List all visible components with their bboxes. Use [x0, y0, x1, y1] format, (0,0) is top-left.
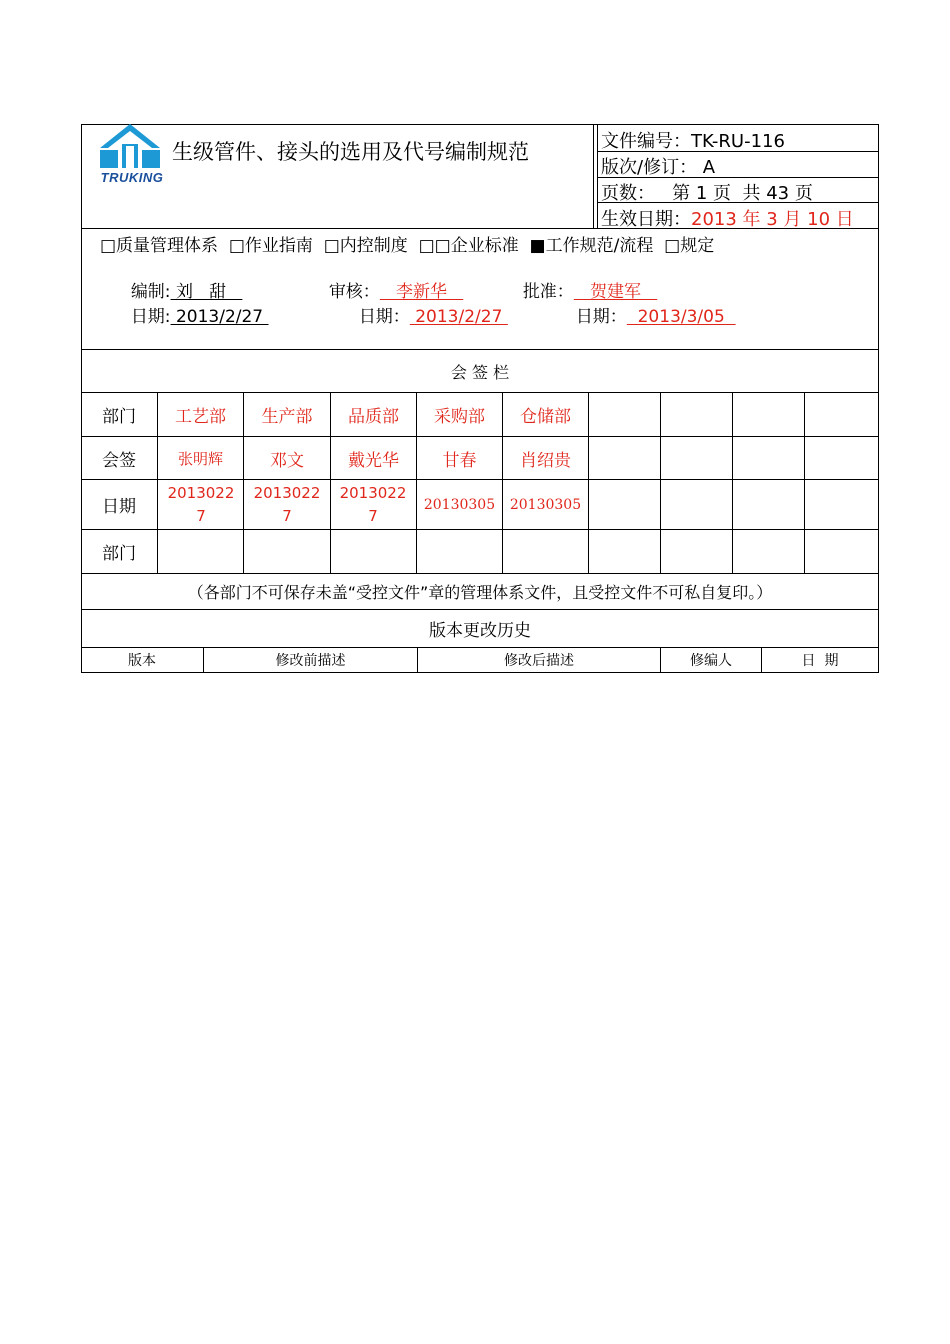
row-label-date: 日期 — [102, 497, 136, 517]
approve-value: 贺建军 — [573, 282, 658, 302]
date-cell: 20130227 — [167, 483, 235, 525]
company-logo — [86, 124, 178, 188]
signer-cell: 肖绍贵 — [520, 450, 571, 471]
signer-cell: 邓文 — [270, 450, 304, 471]
dept-cell: 采购部 — [434, 407, 485, 427]
header-divider-v — [593, 124, 594, 228]
signer-cell: 张明辉 — [177, 449, 223, 468]
approve-label: 批准： — [522, 282, 574, 302]
compiled-label: 编制: — [130, 282, 171, 302]
date-cell: 20130305 — [509, 496, 582, 513]
history-col-editor: 修编人 — [690, 653, 732, 669]
vline — [660, 392, 661, 573]
version: 版次/修订： A — [601, 157, 716, 178]
compiled-value: 刘 甜 — [170, 282, 243, 302]
date-cell: 20130227 — [253, 483, 321, 525]
signer-cell: 甘春 — [442, 450, 477, 471]
date3-label: 日期： — [575, 307, 627, 327]
approve-date — [565, 282, 736, 327]
dept-cell: 工艺部 — [175, 407, 226, 427]
vline — [804, 392, 805, 573]
row-label-dept2: 部门 — [102, 544, 136, 564]
dept-cell: 仓储部 — [520, 407, 571, 427]
date2-value: 2013/2/27 — [409, 307, 508, 327]
history-col-before: 修改前描述 — [275, 653, 346, 669]
countersign-title: 会 签 栏 — [450, 362, 510, 382]
row-label-sign: 会签 — [102, 450, 136, 471]
dept-cell: 生产部 — [261, 407, 313, 427]
vline — [588, 392, 589, 573]
file-number: 文件编号：TK-RU-116 — [601, 131, 785, 152]
control-notice: （各部门不可保存未盖“受控文件”章的管理体系文件，且受控文件不可私自复印。） — [187, 583, 773, 602]
history-col-version: 版本 — [128, 653, 156, 669]
signer-cell: 戴光华 — [348, 450, 399, 471]
truking-logo-icon — [86, 124, 178, 174]
doc-type-options: □质量管理体系 □作业指南 □内控制度 □□企业标准 ■工作规范/流程 □规定 — [100, 236, 715, 256]
date-cell: 20130305 — [423, 496, 496, 513]
review-value: 李新华 — [379, 282, 464, 302]
hline — [81, 529, 879, 530]
frame-bottom — [81, 672, 879, 673]
page-count: 页数： 第 1 页 共 43 页 — [601, 183, 813, 204]
date3-value: 2013/3/05 — [626, 307, 736, 327]
date1-label: 日期: — [130, 307, 171, 327]
doc-title: 生级管件、接头的选用及代号编制规范 — [172, 140, 529, 164]
effective-date-row — [601, 205, 854, 231]
effective-date: 2013 年 3 月 10 日 — [691, 209, 854, 230]
header-inner-v — [597, 124, 598, 228]
review-label: 审核： — [328, 282, 380, 302]
history-title: 版本更改历史 — [429, 621, 531, 641]
compiled-date — [120, 282, 269, 327]
effective-label: 生效日期： — [601, 209, 691, 230]
dept-cell: 品质部 — [348, 407, 399, 427]
date-cell: 20130227 — [339, 483, 407, 525]
vline — [732, 392, 733, 573]
frame-top — [81, 124, 879, 125]
row-label-dept: 部门 — [102, 407, 136, 427]
date1-value: 2013/2/27 — [170, 307, 269, 327]
review-date — [348, 282, 508, 327]
date2-label: 日期： — [358, 307, 410, 327]
logo-text: TRUKING — [100, 170, 164, 185]
history-col-date: 日 期 — [801, 653, 839, 669]
history-col-after: 修改后描述 — [504, 653, 574, 669]
